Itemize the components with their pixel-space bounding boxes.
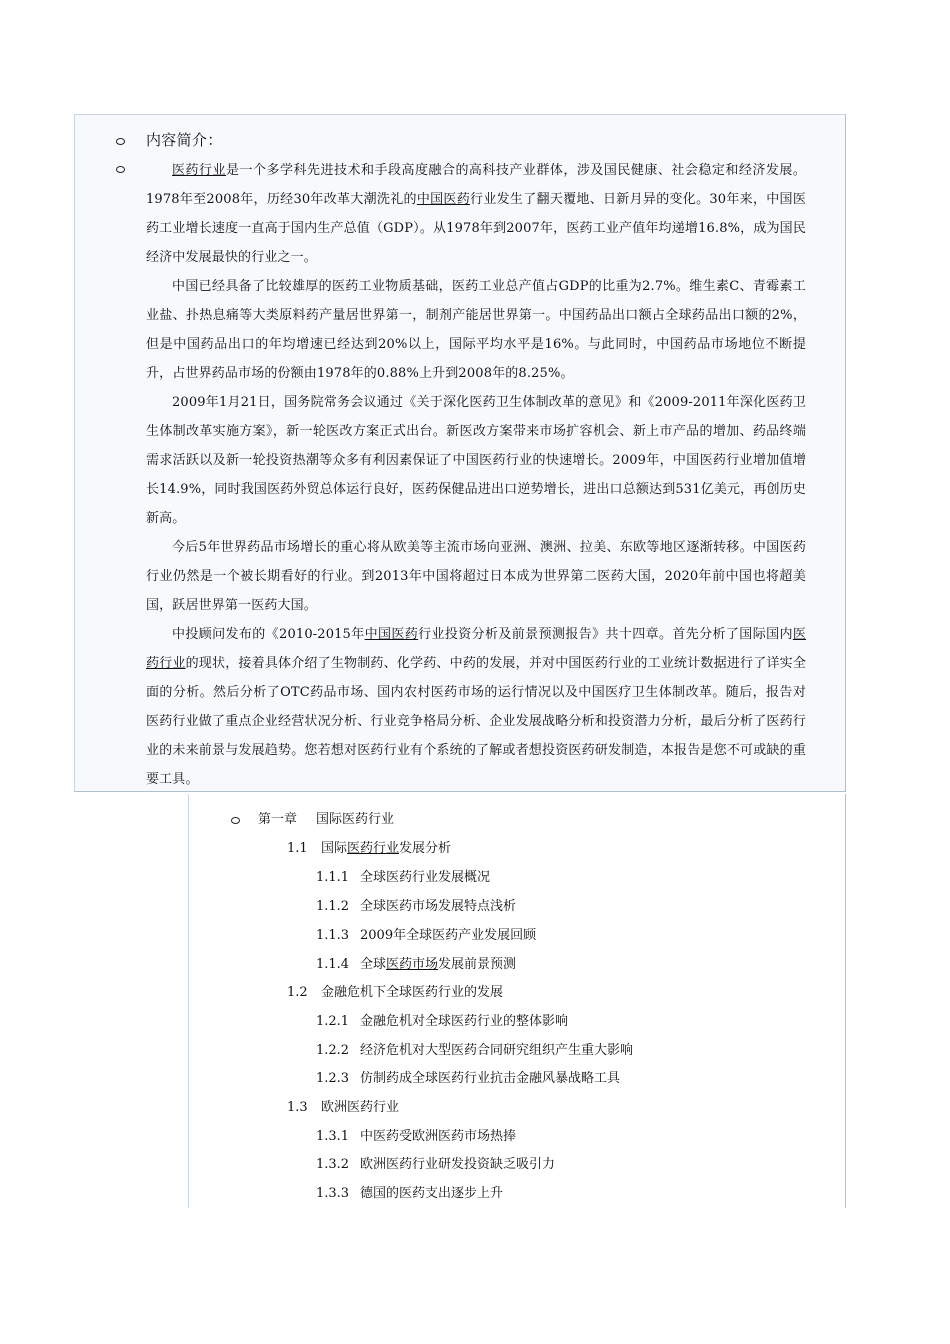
- toc-item[interactable]: 1.2.1 金融危机对全球医药行业的整体影响: [316, 1012, 568, 1032]
- toc-item[interactable]: 1.3.2 欧洲医药行业研发投资缺乏吸引力: [316, 1155, 555, 1175]
- toc-chapter-num: 第一章: [258, 812, 298, 827]
- inline-link[interactable]: 医药行业: [146, 627, 806, 671]
- intro-paragraph-3: 2009年1月21日，国务院常务会议通过《关于深化医药卫生体制改革的意见》和《2009-2011年深化医药卫生体制改革实施方案》，新一轮医改方案正式出台。新医改方案带来市场扩容机会、新上市产品的增加、药品终端需求活跃以及新一轮投资热潮等众多有利因素保证了中国医药行业的快速增长。2009年，中国医药行业增加值增长14.9%，同时我国医药外贸总体运行良好，医药保健品进出口逆势增长，进出口总额达到531亿美元，再创历史新高。: [146, 395, 806, 526]
- toc-item[interactable]: 1.2 金融危机下全球医药行业的发展: [287, 983, 503, 1003]
- toc-item[interactable]: 1.1.3 2009年全球医药产业发展回顾: [316, 926, 536, 946]
- inline-link[interactable]: 医药行业: [172, 163, 226, 178]
- toc-num: 1.3.1: [316, 1129, 350, 1144]
- toc-num: 1.1.4: [316, 957, 350, 972]
- toc-num: 1.1.1: [316, 870, 350, 885]
- intro-paragraph-5: 中投顾问发布的《2010-2015年中国医药行业投资分析及前景预测报告》共十四章。首先分析了国际国内医药行业的现状，接着具体介绍了生物制药、化学药、中药的发展，并对中国医药行业的工业统计数据进行了详实全面的分析。然后分析了OTC药品市场、国内农村医药市场的运行情况以及中国医疗卫生体制改革。随后，报告对医药行业做了重点企业经营状况分析、行业竞争格局分析、企业发展战略分析和投资潜力分析，最后分析了医药行业的未来前景与发展趋势。您若想对医药行业有个系统的了解或者想投资医药研发制造，本报告是您不可或缺的重要工具。: [146, 627, 806, 787]
- toc-item[interactable]: 1.3.3 德国的医药支出逐步上升: [316, 1184, 503, 1204]
- intro-paragraph-2: 中国已经具备了比较雄厚的医药工业物质基础，医药工业总产值占GDP的比重为2.7%。维生素C、青霉素工业盐、扑热息痛等大类原料药产量居世界第一，制剂产能居世界第一。中国药品出口额占全球药品出口额的2%，但是中国药品出口的年均增速已经达到20%以上，国际平均水平是16%。与此同时，中国药品市场地位不断提升，占世界药品市场的份额由1978年的0.88%上升到2008年的8.25%。: [146, 279, 806, 381]
- toc-link[interactable]: 医药市场: [386, 957, 439, 972]
- intro-content: [146, 156, 806, 794]
- toc-chapter-1[interactable]: [258, 810, 394, 830]
- intro-paragraph-4: 今后5年世界药品市场增长的重心将从欧美等主流市场向亚洲、澳洲、拉美、东欧等地区逐渐转移。中国医药行业仍然是一个被长期看好的行业。到2013年中国将超过日本成为世界第二医药大国，2020年前中国也将超美国，跃居世界第一医药大国。: [146, 540, 806, 613]
- toc-num: 1.3: [287, 1100, 308, 1115]
- toc-num: 1.2: [287, 985, 308, 1000]
- toc-num: 1.2.3: [316, 1071, 350, 1086]
- toc-num: 1.1.2: [316, 899, 350, 914]
- inline-link[interactable]: 中国医药: [416, 192, 471, 207]
- toc-item[interactable]: 1.2.2 经济危机对大型医药合同研究组织产生重大影响: [316, 1041, 633, 1061]
- toc-num: 1.1: [287, 841, 308, 856]
- toc-item[interactable]: 1.1.2 全球医药市场发展特点浅析: [316, 897, 516, 917]
- bullet-circle-icon: [231, 817, 240, 824]
- inline-link[interactable]: 中国医药: [364, 627, 419, 642]
- toc-num: 1.3.2: [316, 1157, 350, 1172]
- toc-item[interactable]: 1.1.1 全球医药行业发展概况: [316, 868, 490, 888]
- toc-num: 1.1.3: [316, 928, 350, 943]
- toc-num: 1.2.2: [316, 1043, 350, 1058]
- bullet-circle-icon: [116, 166, 125, 173]
- toc-chapter-title: 国际医药行业: [316, 812, 395, 827]
- toc-link[interactable]: 医药行业: [347, 841, 400, 856]
- intro-heading: 内容简介：: [146, 131, 223, 149]
- bullet-circle-icon: [116, 138, 125, 145]
- toc-num: 1.3.3: [316, 1186, 350, 1201]
- toc-item[interactable]: 1.3 欧洲医药行业: [287, 1098, 399, 1118]
- intro-paragraph-1: 医药行业是一个多学科先进技术和手段高度融合的高科技产业群体，涉及国民健康、社会稳定和经济发展。1978年至2008年，历经30年改革大潮洗礼的中国医药行业发生了翻天覆地、日新月异的变化。30年来，中国医药工业增长速度一直高于国内生产总值（GDP）。从1978年到2007年，医药工业产值年均递增16.8%，成为国民经济中发展最快的行业之一。: [146, 163, 807, 265]
- toc-num: 1.2.1: [316, 1014, 350, 1029]
- toc-item[interactable]: 1.3.1 中医药受欧洲医药市场热捧: [316, 1127, 516, 1147]
- toc-item[interactable]: 1.2.3 仿制药成全球医药行业抗击金融风暴战略工具: [316, 1069, 620, 1089]
- toc-item[interactable]: 1.1 国际医药行业发展分析: [287, 839, 451, 859]
- toc-item[interactable]: 1.1.4 全球医药市场发展前景预测: [316, 955, 516, 975]
